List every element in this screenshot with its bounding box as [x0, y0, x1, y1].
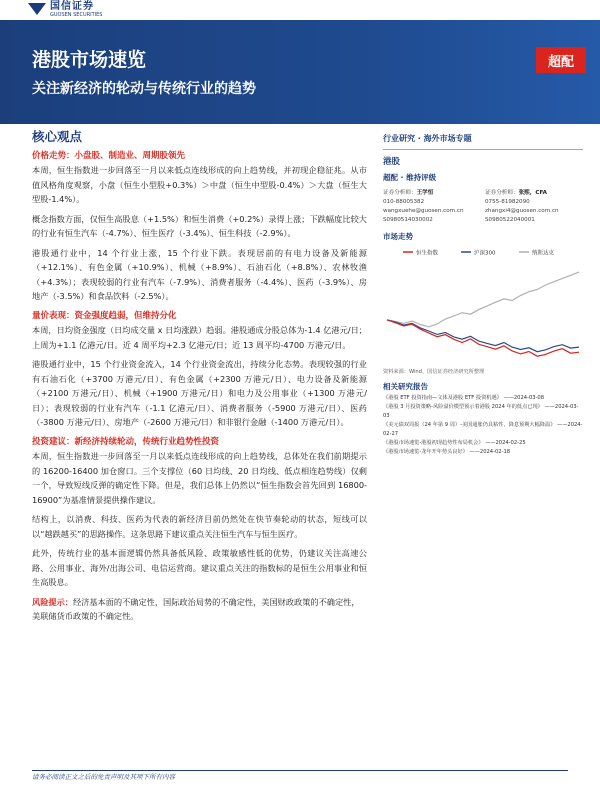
- report-title: 《港股 3 月投资策略-风险溢价模型预示着港股 2024 年的低点已现》: [383, 404, 543, 410]
- related-reports-list: [383, 394, 583, 457]
- report-date: ——2024-02-18: [469, 449, 511, 455]
- paragraph: 结构上，以消费、科技、医药为代表的新经济目前仍然处在快节奏轮动的状态，短线可以以“越跌越买”的思路操作。这条思路下建议重点关注恒生汽车与恒生医疗。: [32, 514, 367, 539]
- paragraph: 港股通行业中，14 个行业上涨，15 个行业下跌。表现居前的有电力设备及新能源（+12.1%）、有色金属（+10.9%）、机械（+8.9%）、石油石化（+8.8%）、农林牧渔（+4.3%）；表现较弱的行业有汽车（-7.9%）、消费者服务（-4.4%）、医药（-3.9%）、房地产（-3.5%）和食品饮料（-2.5%）。: [32, 247, 367, 301]
- report-title: 《港股市场速览-龙年开年势头良好》: [383, 449, 468, 455]
- risk-text: 经济基本面的不确定性，国际政治局势的不确定性，美国财政政策的不确定性，美联储货币政策的不确定性。: [32, 596, 360, 621]
- report-item[interactable]: [383, 439, 583, 448]
- rating-badge: 超配: [536, 47, 586, 73]
- subhead-price: 价格走势：小盘股、制造业、周期股领先: [32, 150, 186, 161]
- disclaimer-footer: 请务必阅读正文之后的免责声明及其项下所有内容: [32, 773, 175, 781]
- logo-en: GUOSEN SECURITIES: [50, 12, 103, 18]
- report-title: 《美元债双周报（24 年第 9 周）-美国通胀仍具粘性，降息预期大幅降温》: [383, 422, 556, 428]
- header-banner: [0, 20, 600, 124]
- page-subtitle: 关注新经济的轮动与传统行业的趋势: [32, 81, 256, 97]
- analyst-cert: S0980514030002: [383, 217, 433, 223]
- paragraph: 港股通行业中，15 个行业资金流入，14 个行业资金流出，持续分化态势。表现较强的行业有石油石化（+3700 万港元/日）、有色金属（+2300 万港元/日）、电力设备及新能源（+2100 万港元/日）、机械（+1900 万港元/日）和电力及公用事业（+1300 万港元/日）；表现较弱的行业有汽车（-1.1 亿港元/日）、消费者服务（-5900 万港元/日）、医药（-3800 万港元/日）、房地产（-2600 万港元/日）和非银行金融（-1400 万港元/日）。: [32, 359, 367, 427]
- paragraph: 本周，恒生指数进一步回落至一月以来低点连线形成的向上趋势线，并初现企稳征兆。从市值风格角度观察，小盘（恒生小型股+0.3%）＞中盘（恒生中型股-0.4%）＞大盘（恒生大型股-1.4%）。: [32, 165, 367, 204]
- paragraph: 此外，传统行业的基本面逻辑仍然具备低风险、政策敏感性低的优势，仍建议关注高速公路、公用事业、海外/出海公司、电信运营商。建议重点关注的指数标的是恒生公用事业和恒生高股息。: [32, 548, 367, 587]
- section-title: 核心观点: [32, 129, 83, 144]
- report-date: ——2024-02-27: [383, 422, 583, 437]
- rating-text: 超配 · 维持评级: [383, 173, 437, 182]
- chart-section-title: 市场走势: [383, 232, 413, 241]
- risk-label: 风险提示：: [32, 596, 73, 607]
- analyst-label: 证券分析师：: [383, 190, 417, 196]
- legend-label: 纳斯达克: [532, 250, 555, 257]
- subhead-advice: 投资建议：新经济持续轮动，传统行业趋势性投资: [32, 436, 220, 447]
- report-category: 行业研究 · 海外市场专题: [383, 134, 472, 143]
- analyst-email[interactable]: wangxuehe@guosen.com.cn: [383, 208, 464, 214]
- guosen-logo-icon: [28, 3, 46, 17]
- related-reports-title: 相关研究报告: [383, 382, 428, 391]
- analyst-phone: 0755-81982090: [485, 199, 530, 205]
- divider: [383, 149, 583, 150]
- report-item[interactable]: [383, 421, 583, 439]
- chart-series-group: [387, 272, 579, 356]
- paragraph: 概念指数方面，仅恒生高股息（+1.5%）和恒生消费（+0.2%）录得上涨；下跌幅度比较大的行业有恒生汽车（-4.7%）、恒生医疗（-3.4%）、恒生科技（-2.9%）。: [32, 213, 367, 238]
- logo: [28, 0, 102, 20]
- report-item[interactable]: [383, 403, 583, 421]
- legend-label: 沪深300: [474, 250, 496, 257]
- analyst-cert: S0980522040001: [485, 217, 535, 223]
- series-line: [387, 320, 579, 352]
- logo-cn: 国信证券: [50, 1, 94, 12]
- report-item[interactable]: [383, 394, 583, 403]
- analyst-name: 王学恒: [416, 190, 434, 196]
- risk-warning: [32, 595, 367, 624]
- paragraph: 本周，日均资金强度（日均成交量 x 日均涨跌）趋弱。港股通成分股总体为-1.4 亿港元/日；上周为+1.1 亿港元/日。近 4 周平均+2.3 亿港元/日；近 13 周平均-4700 万港元/日。: [32, 325, 367, 350]
- report-date: ——2024-03-08: [503, 395, 545, 401]
- analyst-list: [383, 189, 583, 225]
- report-date: ——2024-02-25: [485, 440, 526, 446]
- report-title: 《港股 ETF 投资指南—文体及港股 ETF 投资机遇》: [383, 395, 502, 401]
- analyst-email[interactable]: zhangxi4@guosen.com.cn: [485, 208, 559, 214]
- analyst-card: [383, 189, 481, 225]
- sidebar: [383, 133, 583, 457]
- footer-divider: [32, 770, 568, 771]
- chart-svg: [383, 245, 583, 367]
- chart-source: 资料来源：Wind、国信证券经济研究所整理: [383, 369, 485, 375]
- chart-legend: [403, 249, 555, 257]
- page-title: 港股市场速览: [32, 49, 147, 71]
- report-title: 《港股市场速览-港股初现趋势性布局机会》: [383, 440, 484, 446]
- subhead-volume: 量价表现：资金强度趋弱，但维持分化: [32, 310, 177, 321]
- analyst-phone: 010-88005382: [383, 199, 425, 205]
- analyst-name: 张熙，CFA: [518, 190, 547, 196]
- market-name: 港股: [383, 157, 401, 167]
- paragraph: 本周，恒生指数进一步回落至一月以来低点连线形成的向上趋势线，总体处在我们前期提示的 16200-16400 加仓窗口。三个支撑位（60 日均线、20 日均线、低点相连趋势线）仅剩一个，导致短线反弹的确定性下降。但是，我们总体上仍然以“恒生指数会首先回到 16800-16900”为基准情景提供操作建议。: [32, 451, 367, 505]
- analyst-card: [485, 189, 583, 225]
- core-views-column: [32, 130, 367, 629]
- analyst-label: 证券分析师：: [485, 190, 519, 196]
- market-trend-chart: [383, 245, 583, 367]
- series-line: [387, 272, 579, 327]
- report-date: ——2024-03-03: [383, 404, 579, 419]
- legend-label: 恒生指数: [416, 250, 439, 257]
- report-item[interactable]: [383, 448, 583, 457]
